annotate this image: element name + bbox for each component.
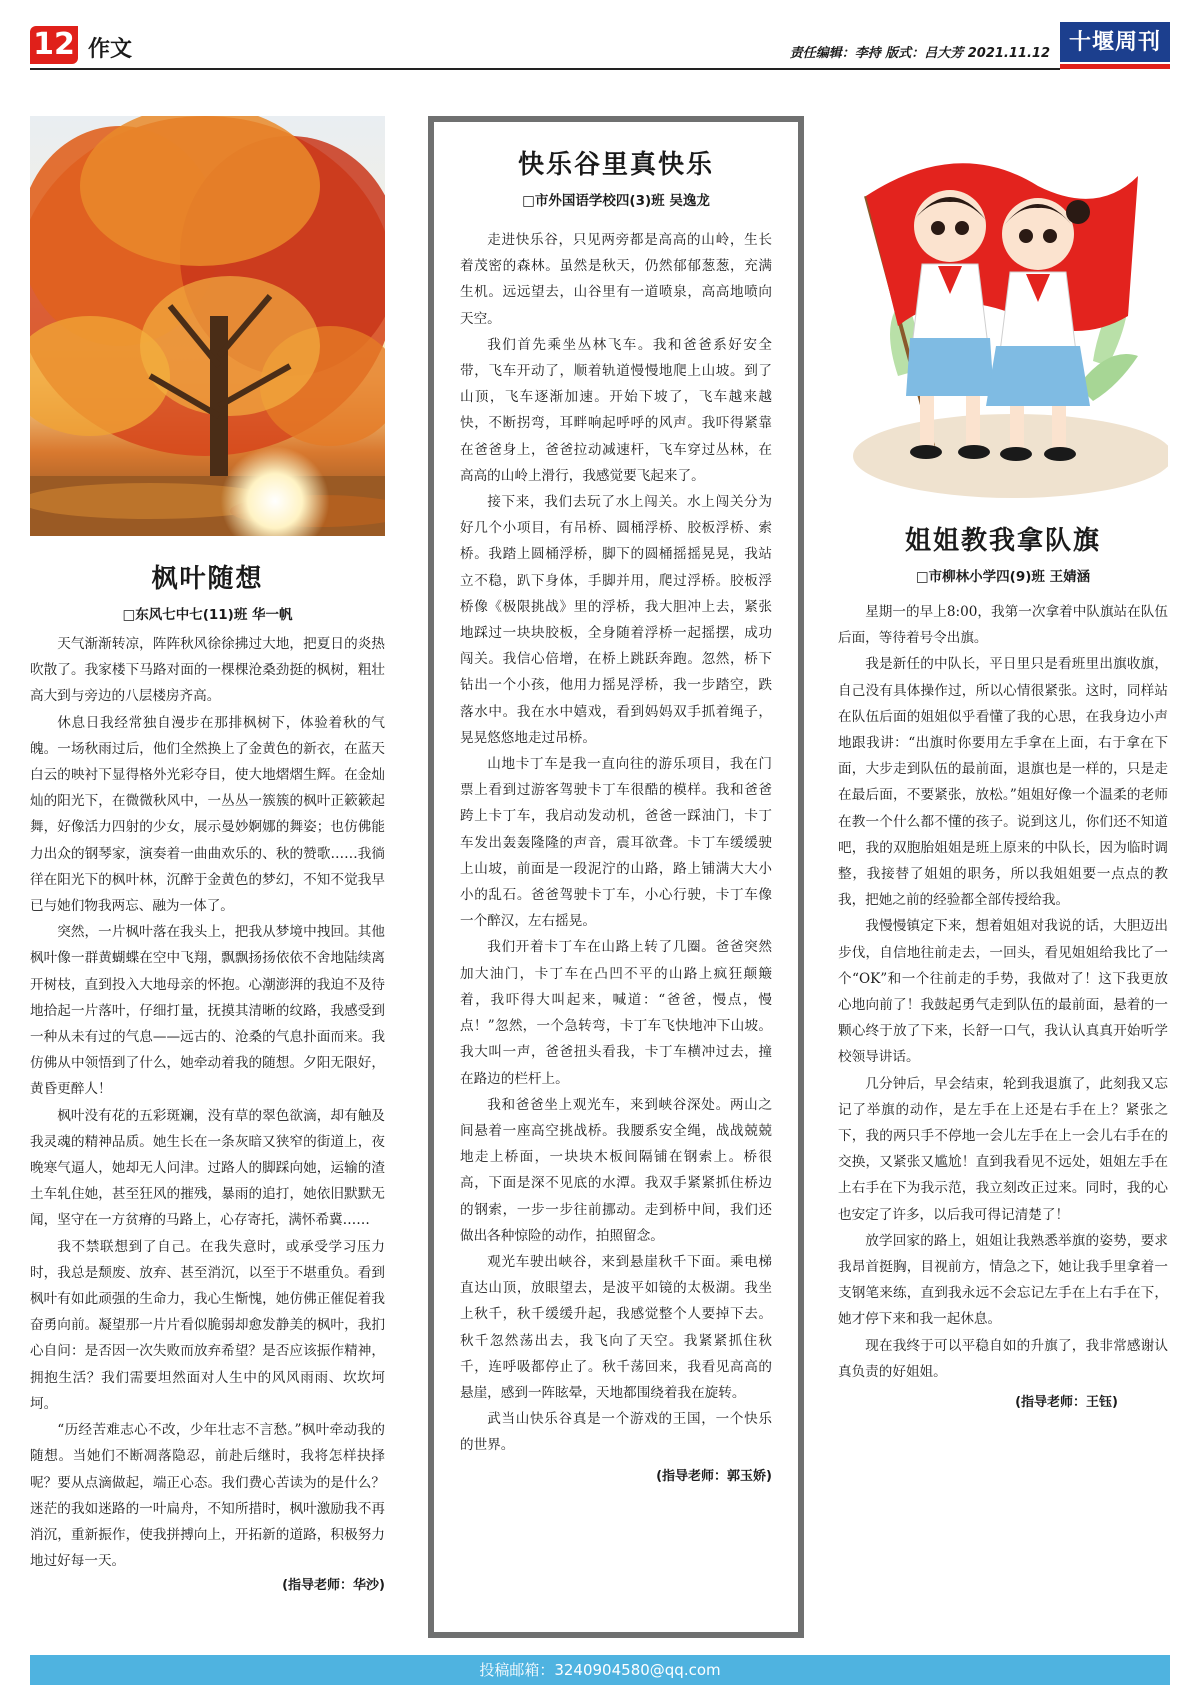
article-title: 快乐谷里真快乐 — [517, 150, 714, 180]
article-body — [460, 227, 772, 1459]
paragraph: 接下来，我们去玩了水上闯关。水上闯关分为好几个小项目，有吊桥、圆桶浮桥、胶板浮桥、索桥。我踏上圆桶浮桥，脚下的圆桶摇摇晃晃，我站立不稳，趴下身体，手脚并用，爬过浮桥。胶板浮桥像《极限挑战》里的浮桥，我大胆冲上去，紧张地踩过一块块胶板，全身随着浮桥一起摇摆，成功闯关。我信心倍增，在桥上跳跃奔跑。忽然，桥下钻出一个小孩，他用力摇晃浮桥，我一步踏空，跌落水中。我在水中嬉戏，看到妈妈双手抓着绳子，晃晃悠悠地走过吊桥。 — [460, 494, 772, 746]
header-rule — [30, 68, 1060, 70]
section-name: 作文 — [88, 37, 133, 62]
paragraph: 我慢慢镇定下来，想着姐姐对我说的话，大胆迈出步伐，自信地往前走去，一回头，看见姐姐给我比了一个“OK”和一个往前走的手势，我做对了！这下我更放心地向前了！我鼓起勇气走到队伍的最前面，悬着的一颗心终于放了下来，长舒一口气，我认认真真开始听学校领导讲话。 — [838, 918, 1168, 1066]
paragraph: 武当山快乐谷真是一个游戏的王国，一个快乐的世界。 — [460, 1411, 772, 1454]
article-body — [30, 631, 385, 1574]
paragraph: 我和爸爸坐上观光车，来到峡谷深处。两山之间悬着一座高空挑战桥。我腰系安全绳，战战兢兢地走上桥面，一块块木板间隔铺在钢索上。桥很高，下面是深不见底的水潭。我双手紧紧抓住桥边的钢索，一步一步往前挪动。走到桥中间，我们还做出各种惊险的动作，拍照留念。 — [460, 1096, 772, 1244]
advisor-credit: (指导老师：华沙) — [282, 1578, 385, 1594]
article-byline: □市柳林小学四(9)班 王婧涵 — [915, 569, 1091, 585]
article-byline: □市外国语学校四(3)班 吴逸龙 — [522, 193, 710, 209]
paragraph: 我是新任的中队长，平日里只是看班里出旗收旗，自己没有具体操作过，所以心情很紧张。这时，同样站在队伍后面的姐姐似乎看懂了我的心思，在我身边小声地跟我讲：“出旗时你要用左手拿在上面，右于拿在下面，大步走到队伍的最前面，退旗也是一样的，只是走在最后面，不要紧张，放松。”姐姐好像一个温柔的老师在教一个什么都不懂的孩子。说到这儿，你们还不知道吧，我的双胞胎姐姐是班上原来的中队长，因为临时调整，我接替了姐姐的职务，所以我姐姐要一点点的教我，把她之前的经验都全部传授给我。 — [838, 656, 1168, 909]
paragraph: 我们首先乘坐丛林飞车。我和爸爸系好安全带，飞车开动了，顺着轨道慢慢地爬上山坡。到了山顶，飞车逐渐加速。开始下坡了，飞车越来越快，不断拐弯，耳畔响起呼呼的风声。我吓得紧靠在爸爸身上，爸爸拉动减速杆，飞车穿过丛林，在高高的山岭上滑行，我感觉要飞起来了。 — [460, 336, 772, 484]
paragraph: 走进快乐谷，只见两旁都是高高的山岭，生长着茂密的森林。虽然是秋天，仍然郁郁葱葱，充满生机。远远望去，山谷里有一道喷泉，高高地喷向天空。 — [460, 232, 772, 327]
submission-email: 投稿邮箱：3240904580@qq.com — [479, 1661, 721, 1679]
logo-underline — [1060, 64, 1170, 69]
page-number: 12 — [33, 27, 75, 62]
advisor-credit: (指导老师：郭玉娇) — [656, 1468, 772, 1484]
paragraph: “历经苦难志心不改，少年壮志不言愁。”枫叶牵动我的随想。当她们不断凋落隐忍，前赴后继时，我将怎样抉择呢？要从点滴做起，端正心态。我们费心苦读为的是什么？迷茫的我如迷路的一叶扁舟，不知所措时，枫叶激励我不再消沉，重新振作，使我拼搏向上，开拓新的道路，积极努力地过好每一天。 — [30, 1422, 385, 1570]
article-happy-valley — [428, 116, 804, 1638]
paragraph: 观光车驶出峡谷，来到悬崖秋千下面。乘电梯直达山顶，放眼望去，是波平如镜的太极湖。我坐上秋千，秋千缓缓升起，我感觉整个人要掉下去。秋千忽然荡出去，我飞向了天空。我紧紧抓住秋千，连呼吸都停止了。秋千荡回来，我看见高高的悬崖，感到一阵眩晕，天地都围绕着我在旋转。 — [460, 1253, 772, 1401]
editor-credits: 责任编辑：李持 版式：吕大芳 2021.11.12 — [789, 46, 1050, 61]
paragraph: 星期一的早上8:00，我第一次拿着中队旗站在队伍后面，等待着号令出旗。 — [838, 604, 1168, 647]
article-body — [838, 599, 1168, 1385]
publication-logo: 十堰周刊 — [1060, 22, 1170, 62]
autumn-maple-tree-photo — [30, 116, 385, 536]
paragraph: 山地卡丁车是我一直向往的游乐项目，我在门票上看到过游客驾驶卡丁车很酷的模样。我和爸爸跨上卡丁车，我启动发动机，爸爸一踩油门，卡丁车发出轰轰隆隆的声音，震耳欲聋。卡丁车缓缓驶上山坡，前面是一段泥泞的山路，路上铺满大大小小的乱石。爸爸驾驶卡丁车，小心行驶，卡丁车像一个醉汉，左右摇晃。 — [460, 756, 772, 930]
article-title: 枫叶随想 — [151, 564, 264, 594]
page-header — [30, 22, 1170, 68]
young-pioneers-illustration — [838, 116, 1168, 506]
article-byline: □东风七中七(11)班 华一帆 — [122, 607, 293, 623]
paragraph: 我不禁联想到了自己。在我失意时，或承受学习压力时，我总是颓废、放弃、甚至消沉，以至于不堪重负。看到枫叶有如此顽强的生命力，我心生惭愧，她仿佛正催促着我奋勇向前。凝望那一片片看似脆弱却愈发静美的枫叶，我扪心自问：是否因一次失败而放弃希望？是否应该振作精神，拥抱生活？我们需要坦然面对人生中的风风雨雨、坎坎坷坷。 — [30, 1238, 385, 1412]
page-number-badge — [30, 26, 78, 64]
advisor-credit: (指导老师：王钰) — [1015, 1395, 1118, 1411]
paragraph: 现在我终于可以平稳自如的升旗了，我非常感谢认真负责的好姐姐。 — [838, 1337, 1168, 1380]
paragraph: 几分钟后，早会结束，轮到我退旗了，此刻我又忘记了举旗的动作，是左手在上还是右手在上？紧张之下，我的两只手不停地一会儿左手在上一会儿右手在的交换，又紧张又尴尬！直到我看见不远处，姐姐左手在上右手在下为我示范，我立刻改正过来。同时，我的心也安定了许多，以后我可得记清楚了！ — [838, 1075, 1168, 1223]
paragraph: 我们开着卡丁车在山路上转了几圈。爸爸突然加大油门，卡丁车在凸凹不平的山路上疯狂颠簸着，我吓得大叫起来，喊道：“爸爸，慢点，慢点！”忽然，一个急转弯，卡丁车飞快地冲下山坡。我大叫一声，爸爸扭头看我，卡丁车横冲过去，撞在路边的栏杆上。 — [460, 939, 772, 1087]
footer-bar — [30, 1655, 1170, 1685]
article-team-flag — [838, 116, 1168, 1410]
paragraph: 天气渐渐转凉，阵阵秋风徐徐拂过大地，把夏日的炎热吹散了。我家楼下马路对面的一棵棵沧桑劲挺的枫树，粗壮高大到与旁边的八层楼房齐高。 — [30, 636, 385, 705]
article-maple-leaf — [30, 116, 385, 1593]
paragraph: 休息日我经常独自漫步在那排枫树下，体验着秋的气魄。一场秋雨过后，他们全然换上了金黄色的新衣，在蓝天白云的映衬下显得格外光彩夺目，使大地熠熠生辉。在金灿灿的阳光下，在微微秋风中，一丛丛一簇簇的枫叶正簌簌起舞，好像活力四射的少女，展示曼妙婀娜的舞姿；也仿佛能力出众的钢琴家，演奏着一曲曲欢乐的、秋的赞歌……我徜徉在阳光下的枫叶林，沉醉于金黄色的梦幻，不知不觉我早已与她们物我两忘、融为一体了。 — [30, 714, 385, 915]
paragraph: 突然，一片枫叶落在我头上，把我从梦境中拽回。其他枫叶像一群黄蝴蝶在空中飞翔，飘飘扬扬依依不舍地陆续离开树枝，直到投入大地母亲的怀抱。心潮澎湃的我迫不及待地拾起一片落叶，仔细打量，抚摸其清晰的纹路，我感受到一种从未有过的气息——远古的、沧桑的气息扑面而来。我仿佛从中领悟到了什么，她牵动着我的随想。夕阳无限好，黄昏更醉人！ — [30, 924, 385, 1098]
paragraph: 放学回家的路上，姐姐让我熟悉举旗的姿势，要求我昂首挺胸，目视前方，情急之下，她让我手里拿着一支钢笔来练，直到我永远不会忘记左手在上右手在下，她才停下来和我一起休息。 — [838, 1232, 1168, 1328]
paragraph: 枫叶没有花的五彩斑斓，没有草的翠色欲滴，却有触及我灵魂的精神品质。她生长在一条灰暗又狭窄的街道上，夜晚寒气逼人，她却无人问津。过路人的脚踩向她，运输的渣土车轧住她，甚至狂风的摧残，暴雨的追打，她依旧默默无闻，坚守在一方贫瘠的马路上，心存寄托，满怀希冀…… — [30, 1107, 385, 1229]
article-title: 姐姐教我拿队旗 — [904, 526, 1101, 556]
